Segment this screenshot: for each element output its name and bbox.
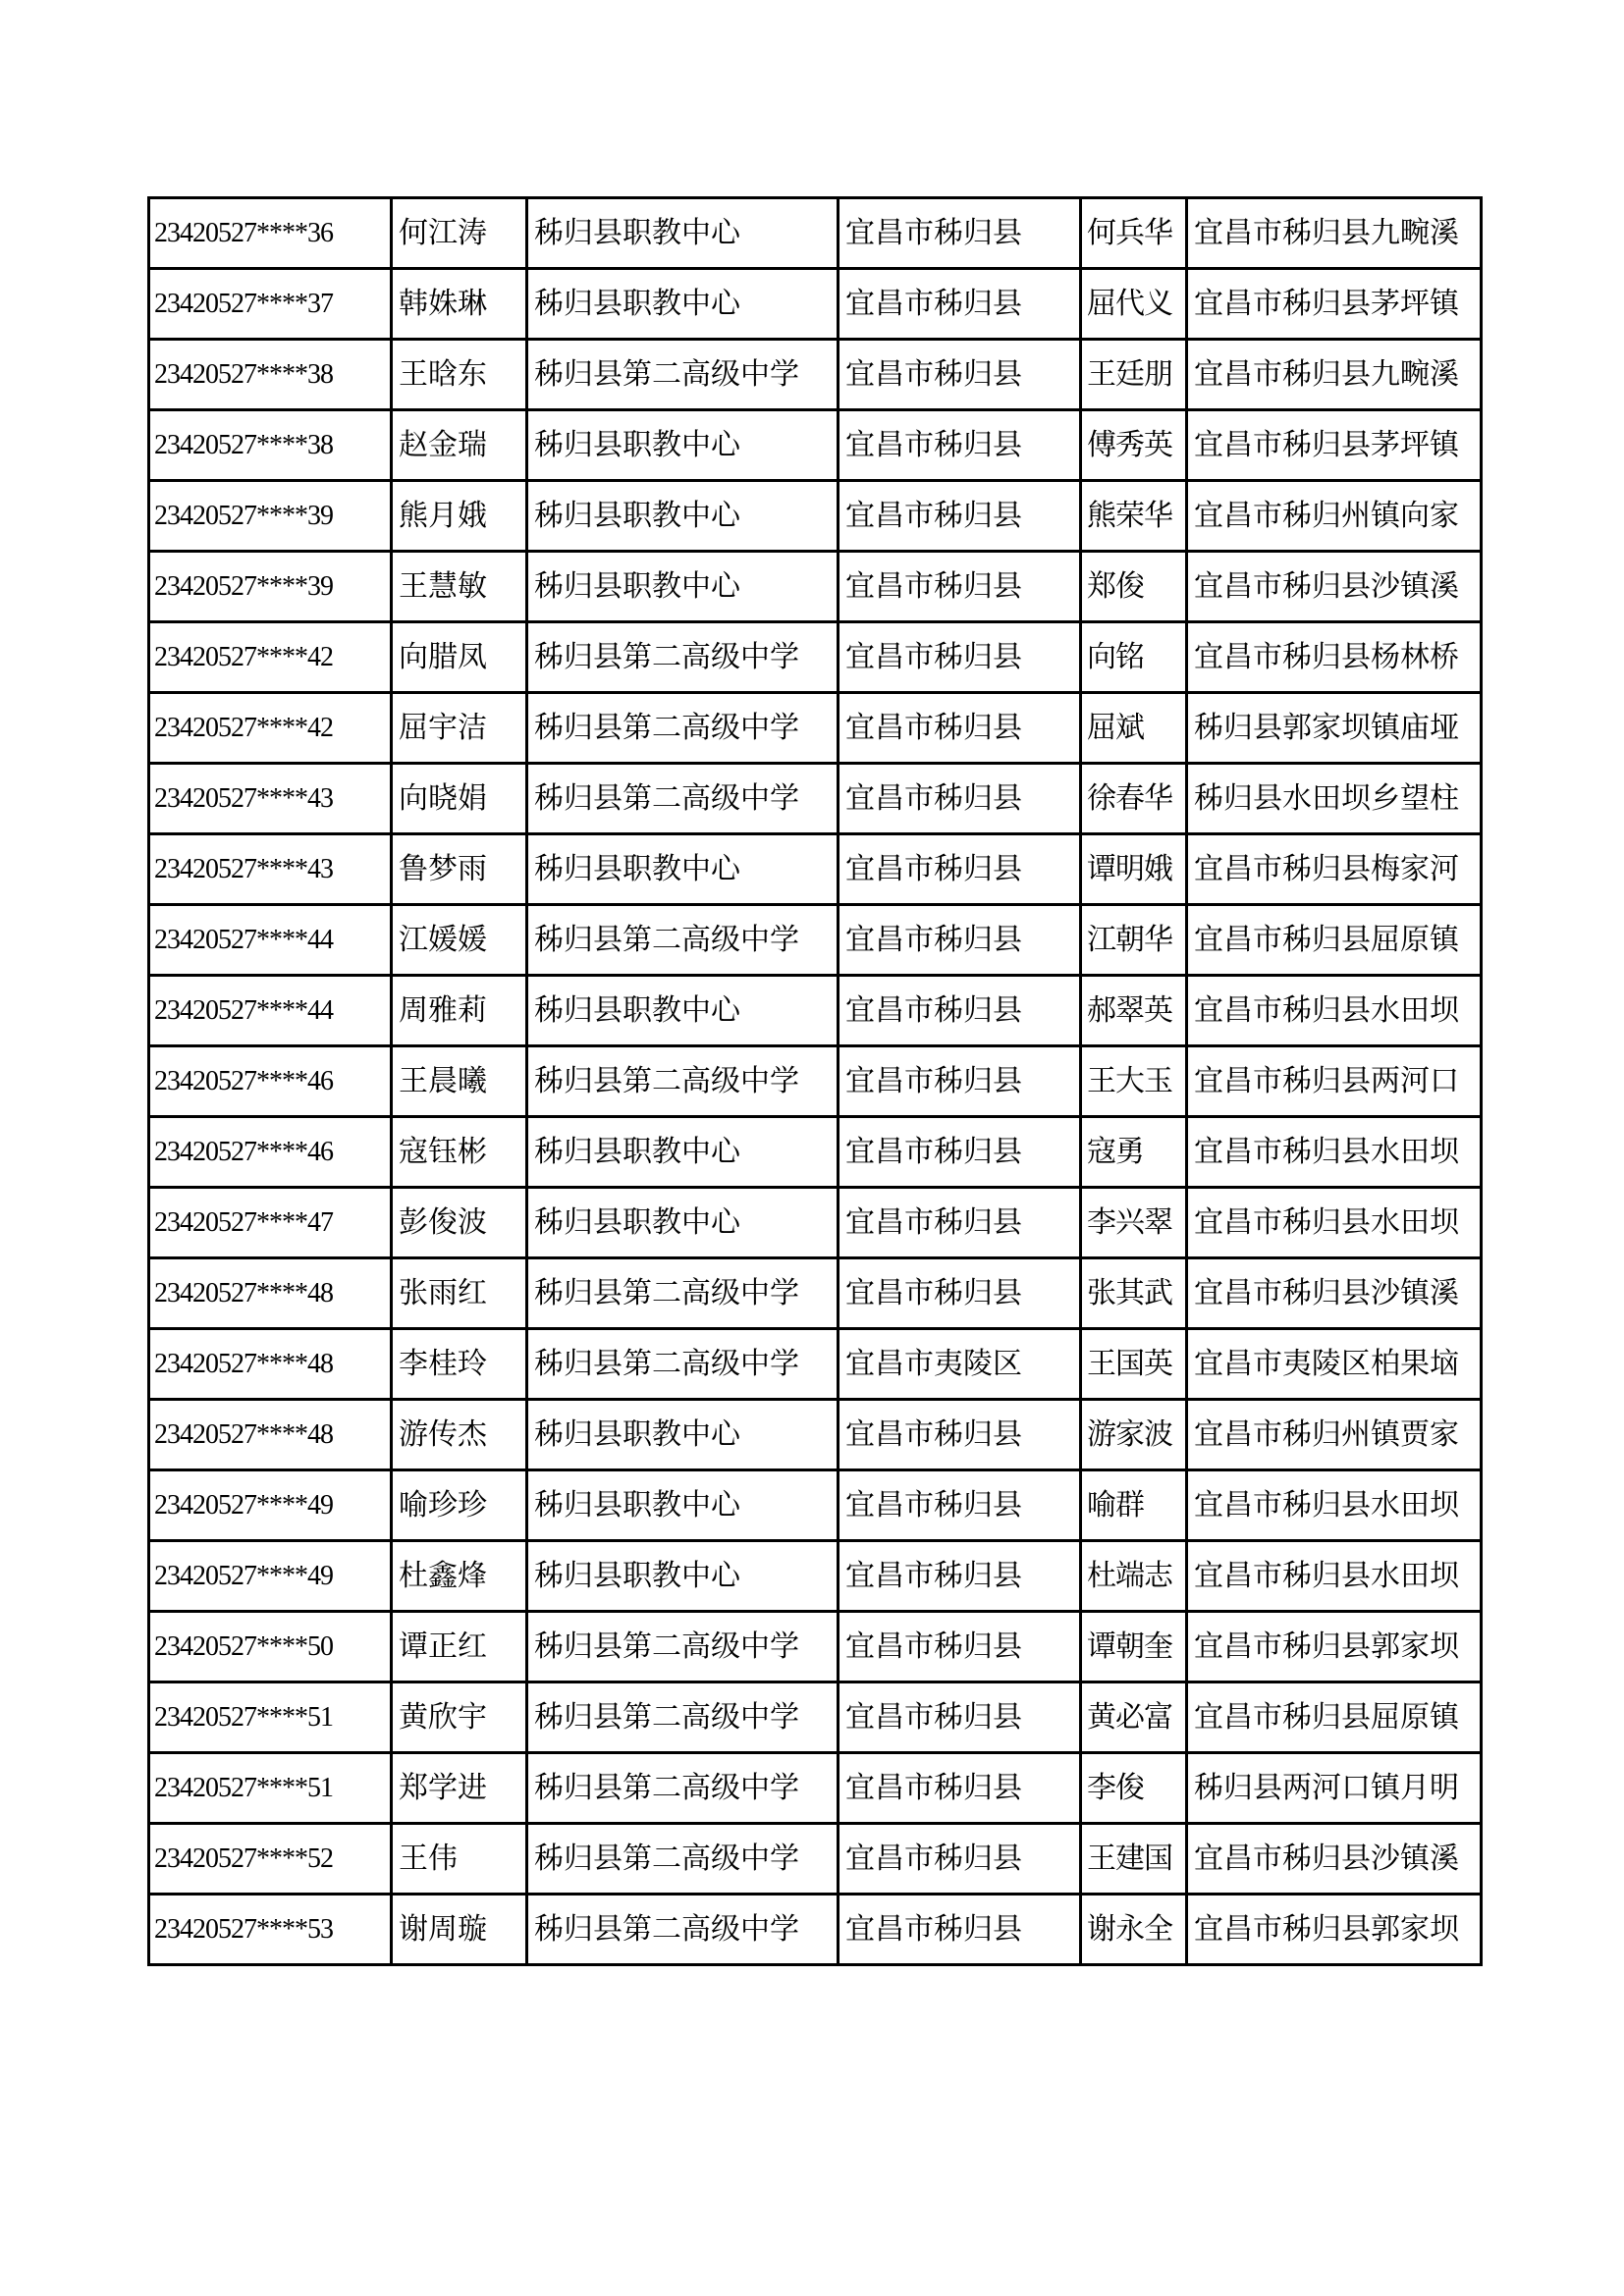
region-cell: 宜昌市秭归县 <box>839 1895 1081 1965</box>
region-cell: 宜昌市秭归县 <box>839 1753 1081 1824</box>
id-number-cell: 23420527****48 <box>149 1329 392 1400</box>
address-cell: 宜昌市秭归县屈原镇 <box>1187 1682 1482 1753</box>
region-cell: 宜昌市秭归县 <box>839 198 1081 269</box>
student-name-cell: 向晓娟 <box>392 764 527 834</box>
school-cell: 秭归县职教中心 <box>527 1188 839 1258</box>
school-cell: 秭归县第二高级中学 <box>527 622 839 693</box>
guardian-name-cell: 游家波 <box>1081 1400 1187 1470</box>
address-cell: 宜昌市秭归县茅坪镇 <box>1187 410 1482 481</box>
guardian-name-cell: 谢永全 <box>1081 1895 1187 1965</box>
guardian-name-cell: 郑俊 <box>1081 552 1187 622</box>
student-name-cell: 谭正红 <box>392 1612 527 1682</box>
student-name-cell: 向腊凤 <box>392 622 527 693</box>
address-cell: 宜昌市秭归县沙镇溪 <box>1187 1258 1482 1329</box>
guardian-name-cell: 喻群 <box>1081 1470 1187 1541</box>
id-number-cell: 23420527****49 <box>149 1541 392 1612</box>
id-number-cell: 23420527****43 <box>149 834 392 905</box>
address-cell: 宜昌市秭归县九畹溪 <box>1187 340 1482 410</box>
guardian-name-cell: 杜端志 <box>1081 1541 1187 1612</box>
school-cell: 秭归县第二高级中学 <box>527 1046 839 1117</box>
region-cell: 宜昌市秭归县 <box>839 481 1081 552</box>
id-number-cell: 23420527****48 <box>149 1258 392 1329</box>
student-name-cell: 韩姝琳 <box>392 269 527 340</box>
student-name-cell: 李桂玲 <box>392 1329 527 1400</box>
address-cell: 宜昌市秭归县郭家坝 <box>1187 1895 1482 1965</box>
student-name-cell: 张雨红 <box>392 1258 527 1329</box>
table-row <box>149 693 1482 764</box>
school-cell: 秭归县第二高级中学 <box>527 693 839 764</box>
table-row <box>149 905 1482 976</box>
table-row <box>149 1188 1482 1258</box>
address-cell: 宜昌市夷陵区柏果垴 <box>1187 1329 1482 1400</box>
id-number-cell: 23420527****43 <box>149 764 392 834</box>
table-row <box>149 764 1482 834</box>
guardian-name-cell: 谭朝奎 <box>1081 1612 1187 1682</box>
table-row <box>149 340 1482 410</box>
school-cell: 秭归县第二高级中学 <box>527 340 839 410</box>
id-number-cell: 23420527****47 <box>149 1188 392 1258</box>
id-number-cell: 23420527****53 <box>149 1895 392 1965</box>
id-number-cell: 23420527****48 <box>149 1400 392 1470</box>
id-number-cell: 23420527****38 <box>149 410 392 481</box>
school-cell: 秭归县第二高级中学 <box>527 1753 839 1824</box>
student-name-cell: 杜鑫烽 <box>392 1541 527 1612</box>
id-number-cell: 23420527****38 <box>149 340 392 410</box>
region-cell: 宜昌市秭归县 <box>839 1046 1081 1117</box>
address-cell: 宜昌市秭归县沙镇溪 <box>1187 1824 1482 1895</box>
id-number-cell: 23420527****46 <box>149 1046 392 1117</box>
address-cell: 宜昌市秭归州镇向家 <box>1187 481 1482 552</box>
student-name-cell: 熊月娥 <box>392 481 527 552</box>
guardian-name-cell: 屈代义 <box>1081 269 1187 340</box>
region-cell: 宜昌市秭归县 <box>839 1612 1081 1682</box>
school-cell: 秭归县职教中心 <box>527 976 839 1046</box>
guardian-name-cell: 江朝华 <box>1081 905 1187 976</box>
address-cell: 宜昌市秭归县郭家坝 <box>1187 1612 1482 1682</box>
school-cell: 秭归县职教中心 <box>527 1400 839 1470</box>
address-cell: 宜昌市秭归县梅家河 <box>1187 834 1482 905</box>
school-cell: 秭归县职教中心 <box>527 1541 839 1612</box>
id-number-cell: 23420527****46 <box>149 1117 392 1188</box>
school-cell: 秭归县职教中心 <box>527 552 839 622</box>
table-row <box>149 1682 1482 1753</box>
table-row <box>149 834 1482 905</box>
id-number-cell: 23420527****39 <box>149 552 392 622</box>
school-cell: 秭归县职教中心 <box>527 1117 839 1188</box>
school-cell: 秭归县第二高级中学 <box>527 1612 839 1682</box>
guardian-name-cell: 寇勇 <box>1081 1117 1187 1188</box>
address-cell: 宜昌市秭归县水田坝 <box>1187 1470 1482 1541</box>
address-cell: 秭归县郭家坝镇庙垭 <box>1187 693 1482 764</box>
guardian-name-cell: 熊荣华 <box>1081 481 1187 552</box>
school-cell: 秭归县职教中心 <box>527 198 839 269</box>
address-cell: 宜昌市秭归县茅坪镇 <box>1187 269 1482 340</box>
school-cell: 秭归县职教中心 <box>527 834 839 905</box>
guardian-name-cell: 何兵华 <box>1081 198 1187 269</box>
region-cell: 宜昌市夷陵区 <box>839 1329 1081 1400</box>
address-cell: 宜昌市秭归县沙镇溪 <box>1187 552 1482 622</box>
student-name-cell: 黄欣宇 <box>392 1682 527 1753</box>
student-name-cell: 喻珍珍 <box>392 1470 527 1541</box>
guardian-name-cell: 傅秀英 <box>1081 410 1187 481</box>
address-cell: 宜昌市秭归县两河口 <box>1187 1046 1482 1117</box>
id-number-cell: 23420527****51 <box>149 1753 392 1824</box>
address-cell: 宜昌市秭归州镇贾家 <box>1187 1400 1482 1470</box>
guardian-name-cell: 屈斌 <box>1081 693 1187 764</box>
address-cell: 宜昌市秭归县水田坝 <box>1187 1541 1482 1612</box>
student-name-cell: 彭俊波 <box>392 1188 527 1258</box>
region-cell: 宜昌市秭归县 <box>839 1470 1081 1541</box>
id-number-cell: 23420527****44 <box>149 905 392 976</box>
id-number-cell: 23420527****36 <box>149 198 392 269</box>
student-name-cell: 王伟 <box>392 1824 527 1895</box>
region-cell: 宜昌市秭归县 <box>839 1682 1081 1753</box>
guardian-name-cell: 王大玉 <box>1081 1046 1187 1117</box>
table-row <box>149 410 1482 481</box>
region-cell: 宜昌市秭归县 <box>839 1400 1081 1470</box>
guardian-name-cell: 黄必富 <box>1081 1682 1187 1753</box>
address-cell: 宜昌市秭归县水田坝 <box>1187 1188 1482 1258</box>
address-cell: 秭归县水田坝乡望柱 <box>1187 764 1482 834</box>
address-cell: 宜昌市秭归县水田坝 <box>1187 1117 1482 1188</box>
student-name-cell: 王晨曦 <box>392 1046 527 1117</box>
table-row <box>149 1329 1482 1400</box>
region-cell: 宜昌市秭归县 <box>839 764 1081 834</box>
student-name-cell: 郑学进 <box>392 1753 527 1824</box>
school-cell: 秭归县职教中心 <box>527 1470 839 1541</box>
id-number-cell: 23420527****37 <box>149 269 392 340</box>
school-cell: 秭归县第二高级中学 <box>527 1682 839 1753</box>
school-cell: 秭归县职教中心 <box>527 410 839 481</box>
id-number-cell: 23420527****51 <box>149 1682 392 1753</box>
id-number-cell: 23420527****42 <box>149 693 392 764</box>
region-cell: 宜昌市秭归县 <box>839 1188 1081 1258</box>
table-row <box>149 481 1482 552</box>
address-cell: 宜昌市秭归县水田坝 <box>1187 976 1482 1046</box>
student-name-cell: 王晗东 <box>392 340 527 410</box>
guardian-name-cell: 王建国 <box>1081 1824 1187 1895</box>
id-number-cell: 23420527****49 <box>149 1470 392 1541</box>
guardian-name-cell: 郝翠英 <box>1081 976 1187 1046</box>
table-row <box>149 1753 1482 1824</box>
id-number-cell: 23420527****42 <box>149 622 392 693</box>
student-name-cell: 鲁梦雨 <box>392 834 527 905</box>
id-number-cell: 23420527****44 <box>149 976 392 1046</box>
address-cell: 宜昌市秭归县杨林桥 <box>1187 622 1482 693</box>
student-name-cell: 周雅莉 <box>392 976 527 1046</box>
student-name-cell: 江媛媛 <box>392 905 527 976</box>
guardian-name-cell: 徐春华 <box>1081 764 1187 834</box>
id-number-cell: 23420527****52 <box>149 1824 392 1895</box>
table-row <box>149 1824 1482 1895</box>
student-name-cell: 赵金瑞 <box>392 410 527 481</box>
table-row <box>149 1046 1482 1117</box>
table-row <box>149 976 1482 1046</box>
address-cell: 宜昌市秭归县九畹溪 <box>1187 198 1482 269</box>
region-cell: 宜昌市秭归县 <box>839 1117 1081 1188</box>
region-cell: 宜昌市秭归县 <box>839 693 1081 764</box>
table-row <box>149 198 1482 269</box>
region-cell: 宜昌市秭归县 <box>839 1824 1081 1895</box>
student-name-cell: 屈宇洁 <box>392 693 527 764</box>
table-row <box>149 1612 1482 1682</box>
student-name-cell: 游传杰 <box>392 1400 527 1470</box>
id-number-cell: 23420527****39 <box>149 481 392 552</box>
school-cell: 秭归县第二高级中学 <box>527 1824 839 1895</box>
region-cell: 宜昌市秭归县 <box>839 1258 1081 1329</box>
school-cell: 秭归县第二高级中学 <box>527 764 839 834</box>
guardian-name-cell: 王国英 <box>1081 1329 1187 1400</box>
guardian-name-cell: 谭明娥 <box>1081 834 1187 905</box>
school-cell: 秭归县第二高级中学 <box>527 1258 839 1329</box>
id-number-cell: 23420527****50 <box>149 1612 392 1682</box>
table-row <box>149 1895 1482 1965</box>
school-cell: 秭归县第二高级中学 <box>527 1329 839 1400</box>
student-name-cell: 何江涛 <box>392 198 527 269</box>
guardian-name-cell: 王廷朋 <box>1081 340 1187 410</box>
table-row <box>149 1541 1482 1612</box>
region-cell: 宜昌市秭归县 <box>839 410 1081 481</box>
table-row <box>149 1400 1482 1470</box>
region-cell: 宜昌市秭归县 <box>839 340 1081 410</box>
region-cell: 宜昌市秭归县 <box>839 1541 1081 1612</box>
region-cell: 宜昌市秭归县 <box>839 269 1081 340</box>
table-row <box>149 1470 1482 1541</box>
school-cell: 秭归县第二高级中学 <box>527 1895 839 1965</box>
address-cell: 宜昌市秭归县屈原镇 <box>1187 905 1482 976</box>
guardian-name-cell: 李兴翠 <box>1081 1188 1187 1258</box>
school-cell: 秭归县第二高级中学 <box>527 905 839 976</box>
guardian-name-cell: 向铭 <box>1081 622 1187 693</box>
region-cell: 宜昌市秭归县 <box>839 905 1081 976</box>
table-row <box>149 1117 1482 1188</box>
table-row <box>149 269 1482 340</box>
student-name-cell: 王慧敏 <box>392 552 527 622</box>
school-cell: 秭归县职教中心 <box>527 481 839 552</box>
region-cell: 宜昌市秭归县 <box>839 622 1081 693</box>
table-row <box>149 622 1482 693</box>
student-table <box>147 196 1483 1966</box>
table-row <box>149 1258 1482 1329</box>
table-row <box>149 552 1482 622</box>
region-cell: 宜昌市秭归县 <box>839 552 1081 622</box>
region-cell: 宜昌市秭归县 <box>839 976 1081 1046</box>
address-cell: 秭归县两河口镇月明 <box>1187 1753 1482 1824</box>
student-name-cell: 寇钰彬 <box>392 1117 527 1188</box>
school-cell: 秭归县职教中心 <box>527 269 839 340</box>
region-cell: 宜昌市秭归县 <box>839 834 1081 905</box>
guardian-name-cell: 张其武 <box>1081 1258 1187 1329</box>
guardian-name-cell: 李俊 <box>1081 1753 1187 1824</box>
student-name-cell: 谢周璇 <box>392 1895 527 1965</box>
